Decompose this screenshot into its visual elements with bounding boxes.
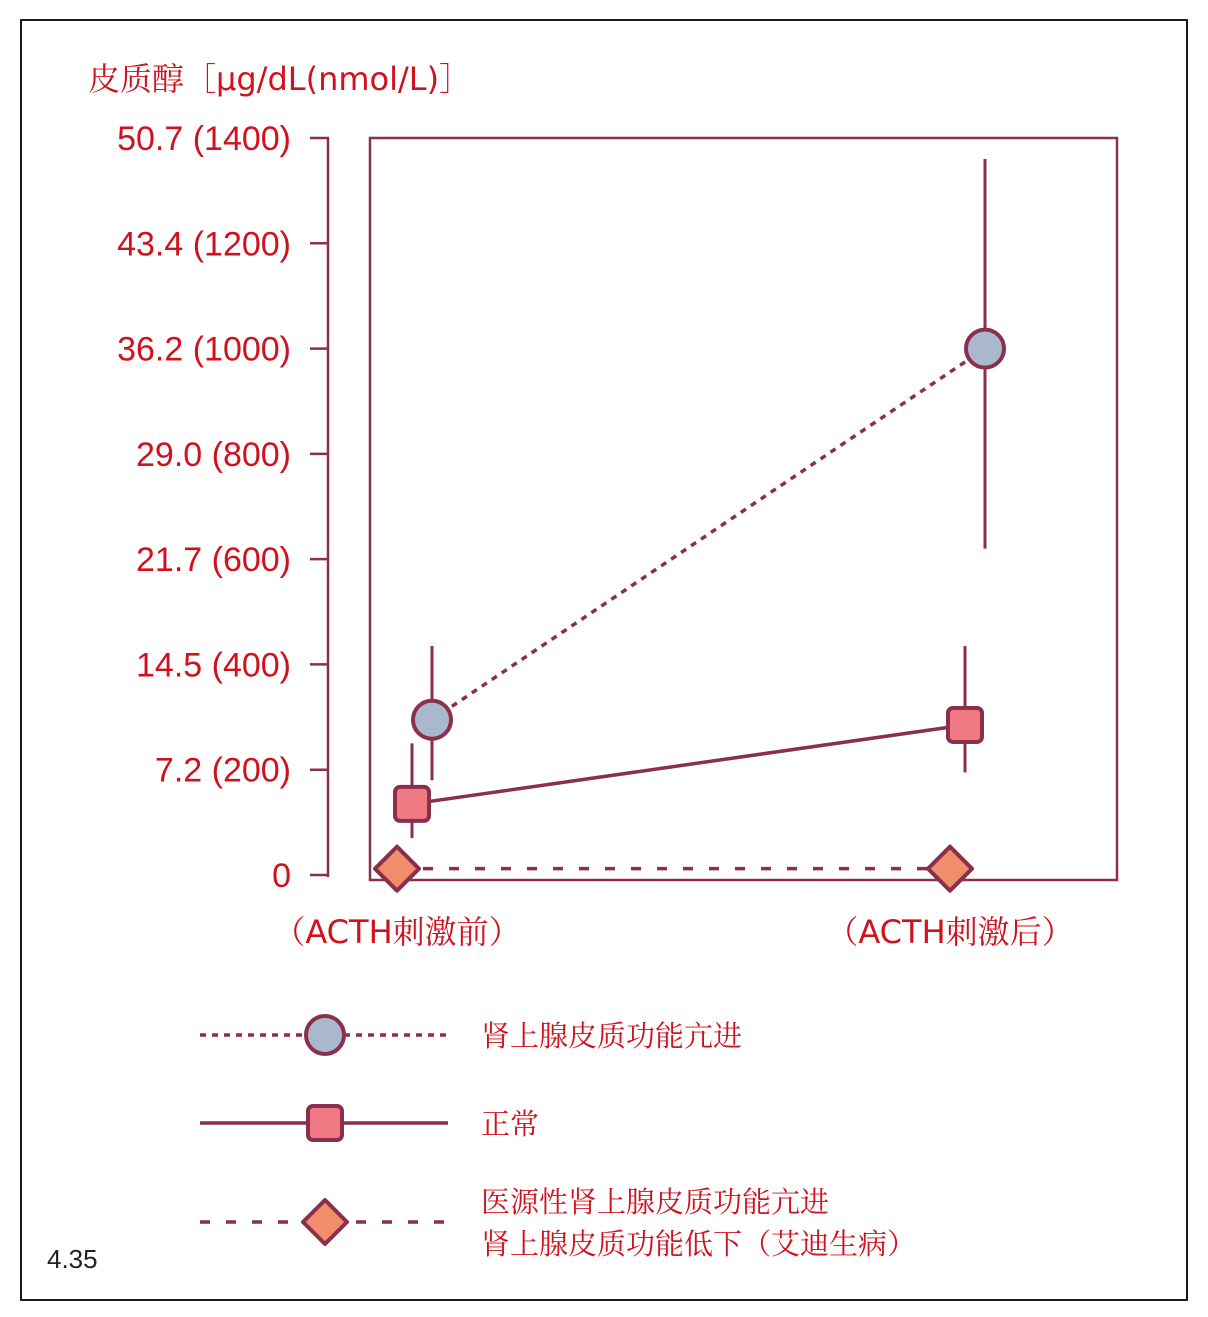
legend-label-2-1: 肾上腺皮质功能低下（艾迪生病）: [481, 1227, 917, 1261]
figure-number: 4.35: [47, 1244, 98, 1274]
series-1-line: [412, 725, 965, 804]
y-tick-label-2: 14.5 (400): [136, 646, 291, 685]
legend-label-1-0: 正常: [481, 1107, 540, 1141]
series-2-point-1: [928, 847, 972, 891]
y-tick-label-0: 0: [272, 857, 291, 895]
series-0-line: [432, 349, 985, 720]
legend-label-0-0: 肾上腺皮质功能亢进: [481, 1019, 743, 1053]
series-layer: [375, 159, 1004, 891]
series-1: [395, 646, 982, 838]
y-tick-label-6: 43.4 (1200): [117, 225, 291, 264]
legend-entry-1: [200, 1106, 539, 1141]
legend-label-2-0: 医源性肾上腺皮质功能亢进: [481, 1185, 830, 1219]
x-axis-categories: [273, 913, 1073, 951]
y-tick-label-5: 36.2 (1000): [117, 330, 291, 369]
series-2: [375, 847, 972, 891]
x-category-label-1: （ACTH刺激后）: [826, 913, 1074, 951]
series-0-point-0: [413, 701, 451, 739]
series-0: [413, 159, 1004, 780]
y-axis-label: 皮质醇［μg/dL(nmol/L)］: [88, 60, 472, 98]
legend-entry-0: [200, 1016, 742, 1054]
y-axis: [117, 120, 329, 895]
y-tick-label-3: 21.7 (600): [136, 541, 291, 580]
series-1-point-0: [395, 787, 429, 821]
legend-entry-2: [200, 1185, 916, 1261]
series-2-point-0: [375, 847, 419, 891]
x-category-label-0: （ACTH刺激前）: [273, 913, 521, 951]
y-tick-label-4: 29.0 (800): [136, 435, 291, 474]
series-1-point-1: [948, 708, 982, 742]
legend-marker-2: [303, 1200, 347, 1244]
legend-marker-0: [306, 1016, 344, 1054]
series-0-point-1: [966, 330, 1004, 368]
legend-marker-1: [308, 1106, 342, 1140]
y-tick-label-1: 7.2 (200): [154, 751, 291, 790]
legend: [200, 1016, 916, 1261]
y-tick-label-7: 50.7 (1400): [117, 120, 291, 158]
